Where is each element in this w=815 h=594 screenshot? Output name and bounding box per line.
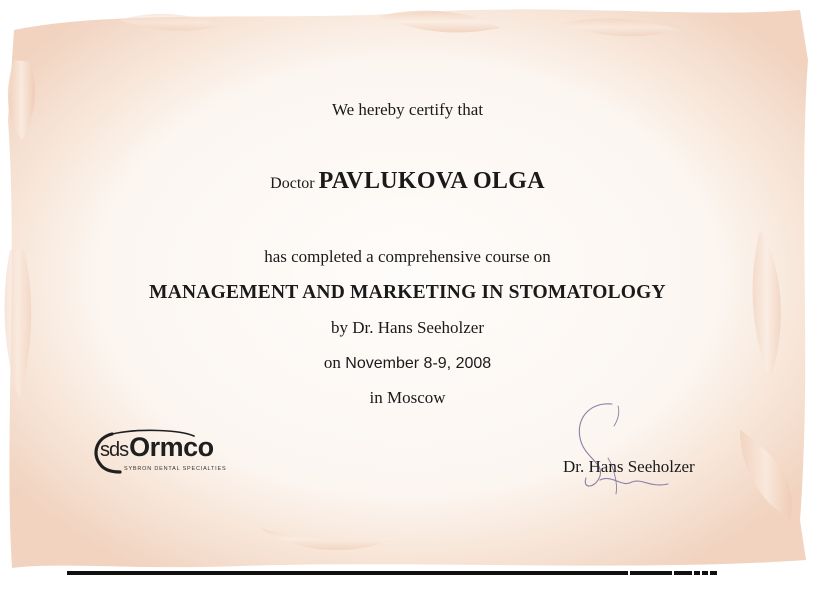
date-line (0, 353, 815, 373)
course-date: November 8-9, 2008 (345, 355, 492, 372)
instructor-line: by Dr. Hans Seeholzer (331, 318, 484, 337)
logo-prefix: sds (100, 439, 129, 461)
recipient-title: Doctor (270, 175, 315, 192)
course-name: MANAGEMENT AND MARKETING IN STOMATOLOGY (149, 282, 666, 303)
handwritten-signature (560, 398, 670, 503)
recipient-line (0, 168, 815, 195)
bottom-divider (67, 571, 717, 575)
logo-wordmark (100, 432, 214, 463)
sds-ormco-logo (90, 428, 240, 480)
logo-tagline: SYBRON DENTAL SPECIALTIES (124, 466, 227, 472)
logo-brand: Ormco (129, 432, 214, 462)
signatory-name: Dr. Hans Seeholzer (563, 457, 695, 476)
date-prefix: on (323, 353, 341, 372)
completion-statement: has completed a comprehensive course on (264, 247, 551, 266)
recipient-name: PAVLUKOVA OLGA (318, 168, 545, 194)
certify-intro: We hereby certify that (331, 100, 484, 119)
bottom-divider-breaks (628, 571, 718, 575)
location-line: in Moscow (369, 388, 446, 407)
